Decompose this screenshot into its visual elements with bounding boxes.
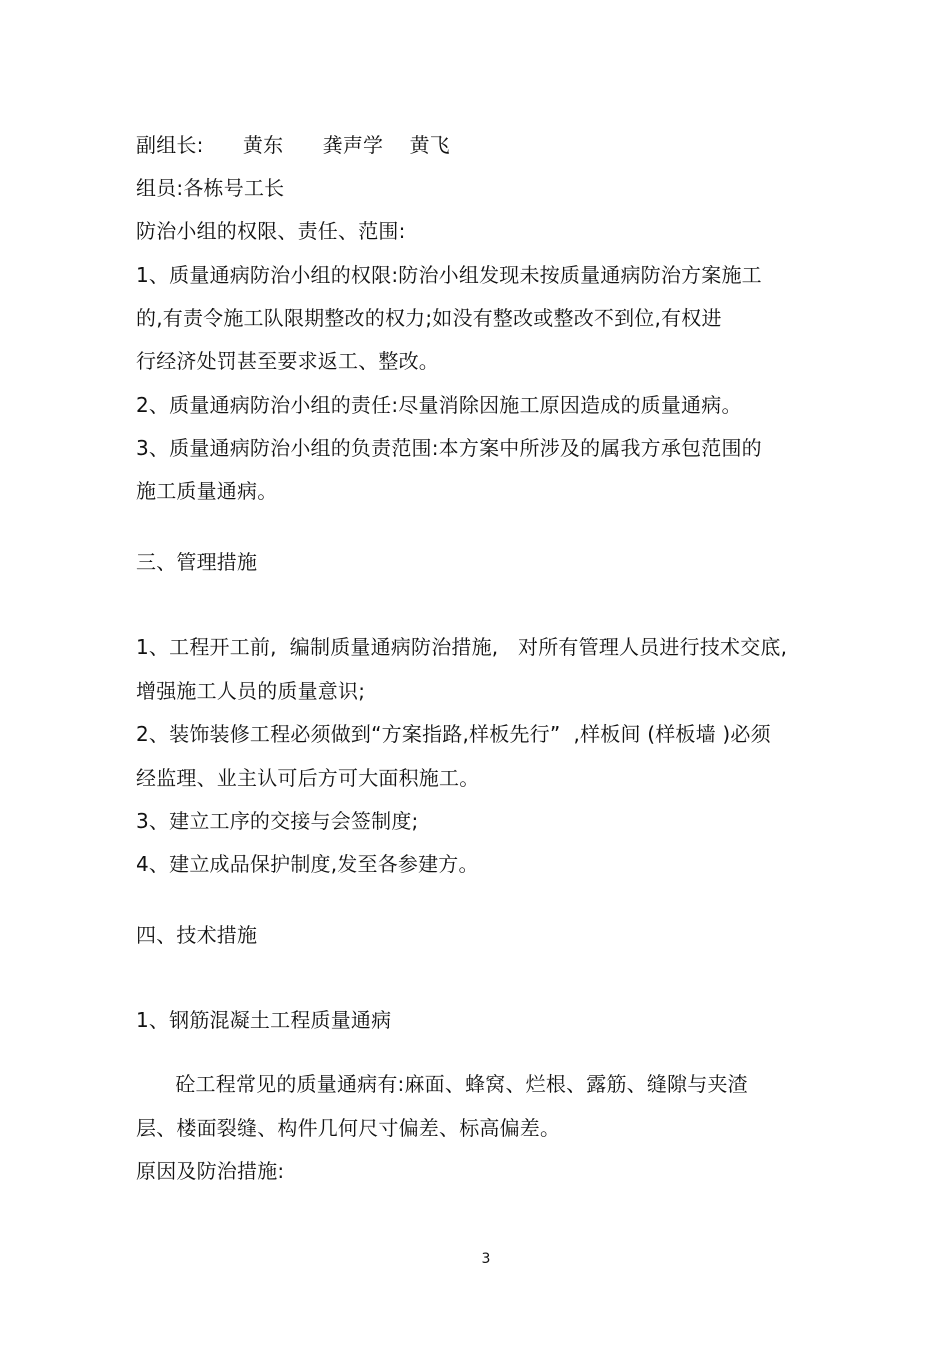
management-item-2-line-1: 2、装饰装修工程必须做到“方案指路,样板先行” ,样板间 (样板墙 )必须 bbox=[136, 722, 771, 746]
responsibility-line: 2、质量通病防治小组的责任:尽量消除因施工原因造成的质量通病。 bbox=[136, 393, 742, 417]
concrete-defects-line-1: 砼工程常见的质量通病有:麻面、蜂窝、烂根、露筋、缝隙与夹渣 bbox=[136, 1072, 748, 1096]
management-item-1-line-2: 增强施工人员的质量意识; bbox=[136, 679, 366, 703]
technical-item-1-title: 1、钢筋混凝土工程质量通病 bbox=[136, 1008, 392, 1032]
page-number: 3 bbox=[481, 1251, 491, 1267]
members-line: 组员:各栋号工长 bbox=[136, 176, 285, 200]
deputy-leader-line: 副组长: 黄东 龚声学 黄飞 bbox=[136, 133, 450, 157]
management-item-4: 4、建立成品保护制度,发至各参建方。 bbox=[136, 852, 479, 876]
concrete-defects-line-2: 层、楼面裂缝、构件几何尺寸偏差、标高偏差。 bbox=[136, 1116, 561, 1140]
authority-paragraph-line-2: 的,有责令施工队限期整改的权力;如没有整改或整改不到位,有权进 bbox=[136, 306, 722, 330]
management-item-1-line-1: 1、工程开工前, 编制质量通病防治措施, 对所有管理人员进行技术交底, bbox=[136, 635, 788, 659]
scope-heading-line: 防治小组的权限、责任、范围: bbox=[136, 219, 406, 243]
management-item-2-line-2: 经监理、业主认可后方可大面积施工。 bbox=[136, 766, 480, 790]
section-heading-technical: 四、技术措施 bbox=[136, 923, 258, 947]
authority-paragraph-line-1: 1、质量通病防治小组的权限:防治小组发现未按质量通病防治方案施工 bbox=[136, 263, 762, 287]
management-item-3: 3、建立工序的交接与会签制度; bbox=[136, 809, 419, 833]
section-heading-management: 三、管理措施 bbox=[136, 550, 258, 574]
range-paragraph-line-1: 3、质量通病防治小组的负责范围:本方案中所涉及的属我方承包范围的 bbox=[136, 436, 762, 460]
range-paragraph-line-2: 施工质量通病。 bbox=[136, 479, 278, 503]
authority-paragraph-line-3: 行经济处罚甚至要求返工、整改。 bbox=[136, 349, 439, 373]
causes-and-prevention-label: 原因及防治措施: bbox=[136, 1159, 285, 1183]
